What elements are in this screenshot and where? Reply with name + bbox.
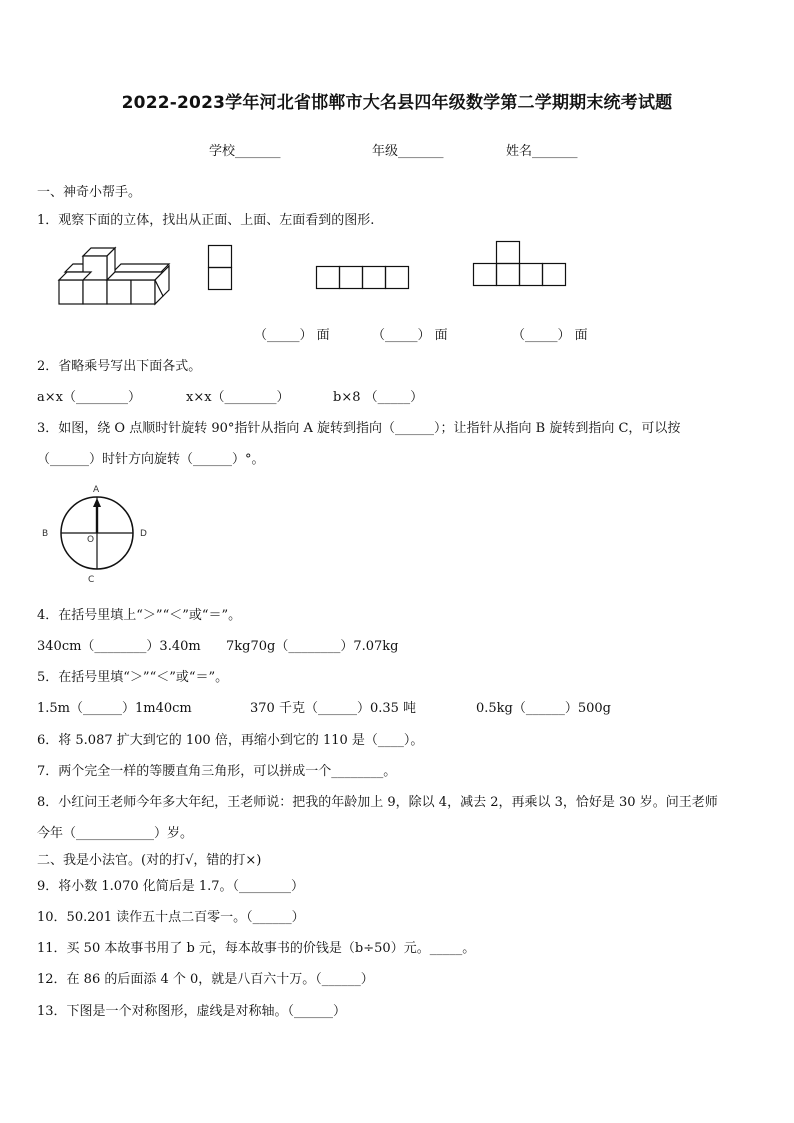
question-6: 6．将 5.087 扩大到它的 100 倍，再缩小到它的 110 是（____）。: [37, 733, 424, 748]
section-heading-2: 二、我是小法官。(对的打√，错的打×): [37, 853, 262, 868]
question-8-line1: 8．小红问王老师今年多大年纪，王老师说：把我的年龄加上 9，除以 4，减去 2，再乘以 3，恰好是 30 岁。问王老师: [37, 795, 718, 810]
question-11: 11．买 50 本故事书用了 b 元，每本故事书的价钱是（b÷50）元。_____。: [37, 941, 476, 956]
view-shape-vertical: [208, 245, 233, 291]
section-heading-1: 一、神奇小帮手。: [37, 185, 142, 200]
answer-blank-q5-c[interactable]: 0.5kg（______）500g: [476, 701, 612, 716]
answer-blank-q2-c[interactable]: b×8 （_____）: [333, 390, 424, 405]
question-8-line2: 今年（____________）岁。: [37, 826, 194, 841]
question-10: 10．50.201 读作五十点二百零一。（______）: [37, 910, 305, 925]
question-12: 12．在 86 的后面添 4 个 0，就是八百六十万。（______）: [37, 972, 374, 987]
answer-blank-q4-a[interactable]: 340cm（________）3.40m: [37, 639, 201, 654]
question-13: 13．下图是一个对称图形，虚线是对称轴。（______）: [37, 1004, 347, 1019]
answer-blank-q2-b[interactable]: x×x（________）: [186, 390, 290, 405]
answer-blank-q5-b[interactable]: 370 千克（______）0.35 吨: [250, 701, 417, 716]
answer-blank-1[interactable]: （_____） 面: [254, 328, 330, 343]
view-shape-row: [316, 266, 410, 290]
question-5: 5．在括号里填“＞”“＜”或“＝”。: [37, 670, 229, 685]
question-3-line2: （______）时针方向旋转（______）°。: [37, 452, 265, 467]
answer-blank-q2-a[interactable]: a×x（________）: [37, 390, 141, 405]
label-c: C: [88, 575, 95, 585]
label-b: B: [42, 529, 49, 539]
name-field[interactable]: 姓名_______: [506, 144, 578, 159]
rotation-diagram: [40, 482, 155, 587]
question-9: 9．将小数 1.070 化简后是 1.7。（________）: [37, 879, 305, 894]
question-3-line1: 3．如图，绕 O 点顺时针旋转 90°指针从指向 A 旋转到指向（______）；让指针从指向 B 旋转到指向 C，可以按: [37, 421, 681, 436]
answer-blank-q4-b[interactable]: 7kg70g（________）7.07kg: [226, 639, 399, 654]
solid-figure: [57, 244, 169, 306]
question-7: 7．两个完全一样的等腰直角三角形，可以拼成一个________。: [37, 764, 397, 779]
question-2: 2．省略乘号写出下面各式。: [37, 359, 202, 374]
answer-blank-2[interactable]: （_____） 面: [372, 328, 448, 343]
page-title: 2022-2023学年河北省邯郸市大名县四年级数学第二学期期末统考试题: [121, 93, 673, 113]
grade-field[interactable]: 年级_______: [372, 144, 444, 159]
label-d: D: [140, 529, 147, 539]
answer-blank-3[interactable]: （_____） 面: [512, 328, 588, 343]
label-o: O: [87, 535, 95, 545]
question-1: 1．观察下面的立体，找出从正面、上面、左面看到的图形.: [37, 213, 375, 228]
question-4: 4．在括号里填上“＞”“＜”或“＝”。: [37, 608, 242, 623]
answer-blank-q5-a[interactable]: 1.5m（______）1m40cm: [37, 701, 192, 716]
label-a: A: [93, 485, 100, 495]
school-field[interactable]: 学校_______: [209, 144, 281, 159]
view-shape-front: [473, 241, 567, 287]
